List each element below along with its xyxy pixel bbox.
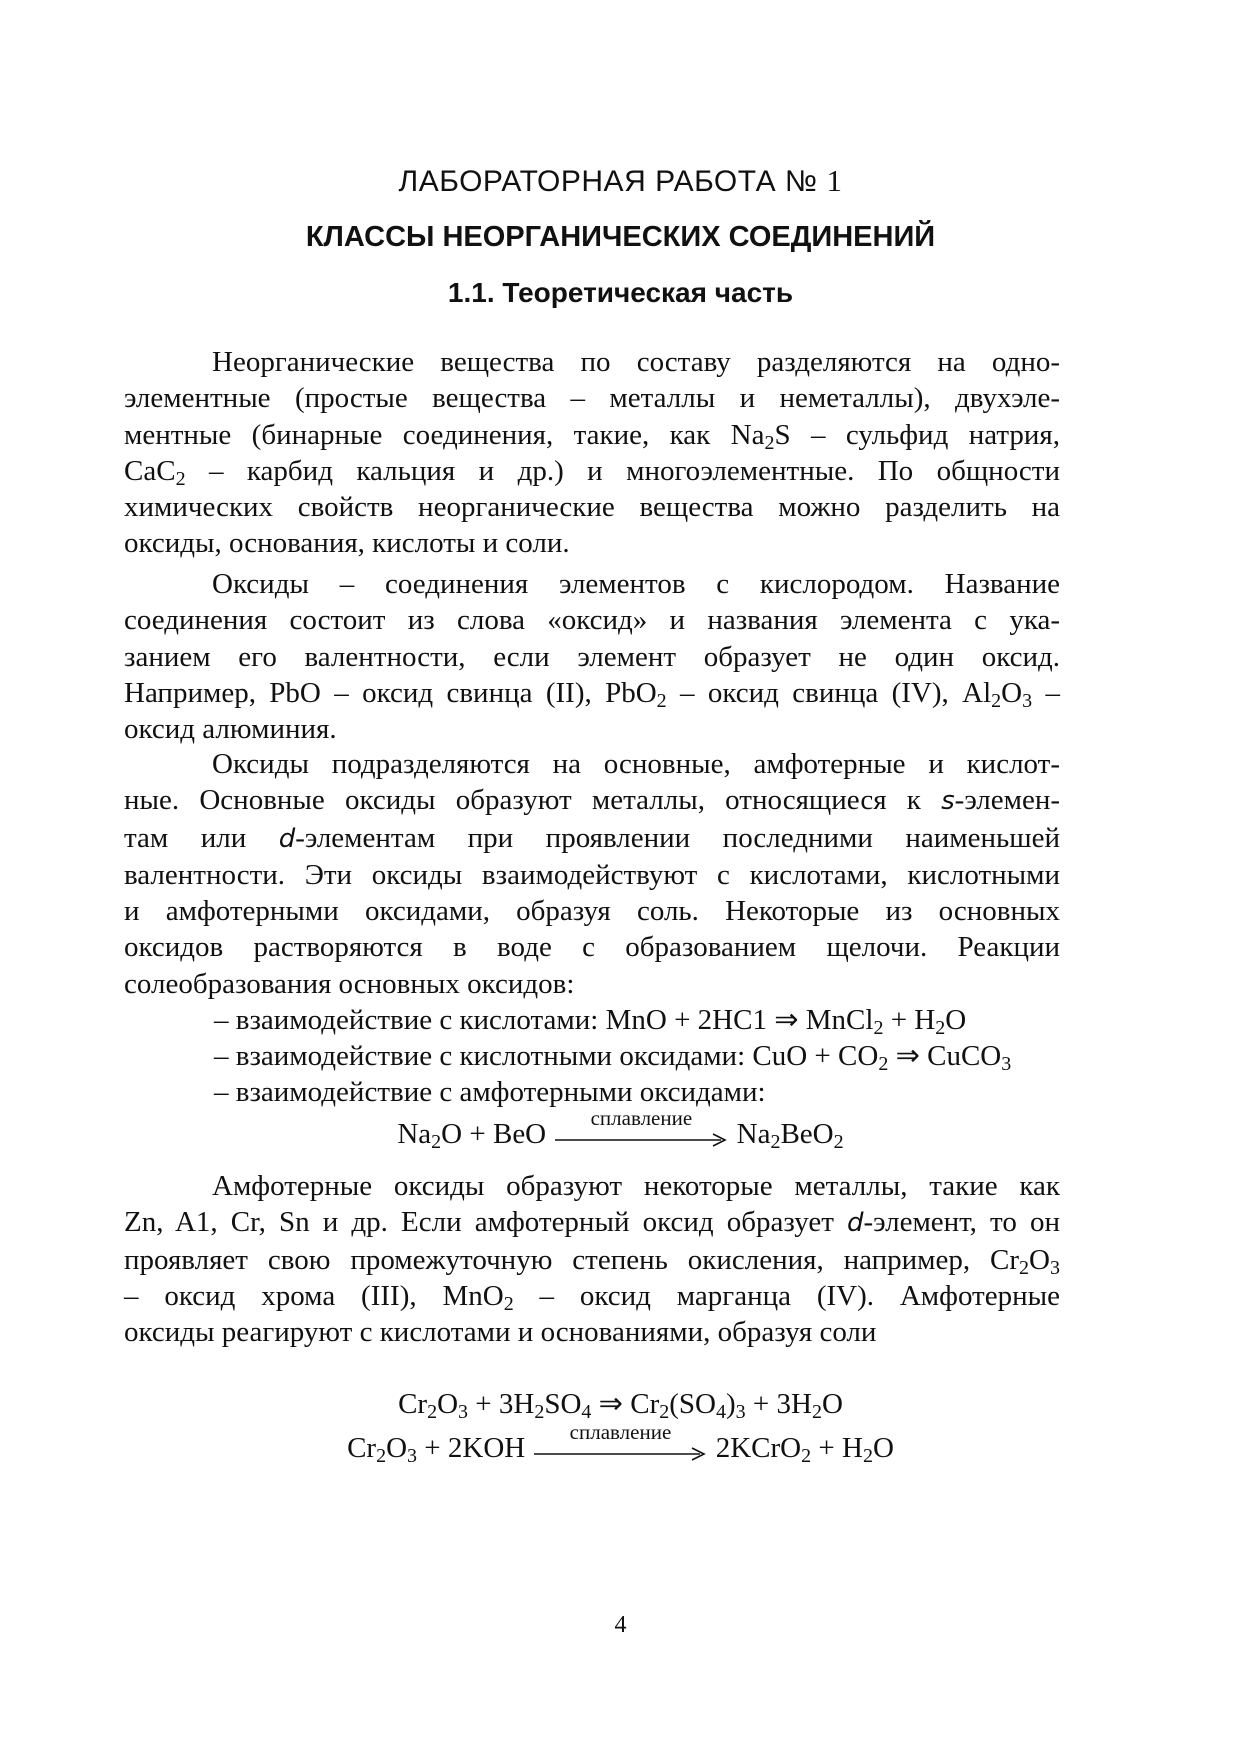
reaction-acids: – взаимодействие с кислотами: MnO + 2HC1 ⇒ MnCl$_2$ + $H_2O$ xyxy=(214,1004,967,1039)
paragraph-3: Оксиды подразделяются на основные, амфотерные и кислот- ные. Основные оксиды образуют металлы, относящиеся к s-элемен- там или d-элементам при проявлении последними наименьшей валентности. Эти оксиды взаимодействуют с кислотами, кислотными и амфотерными оксидами, образуя соль. Некоторые из основных оксидов растворяются в воде с образованием щелочи. Реакции солеобразования основных оксидов: xyxy=(124,748,1060,1000)
right-arrow-icon xyxy=(553,1133,729,1147)
lab-number: 1 xyxy=(826,163,843,198)
fusion-arrow xyxy=(532,1420,708,1465)
arrow-label: сплавление xyxy=(590,1106,693,1131)
paragraph-1: Неорганические вещества по составу разделяются на одно- элементные (простые вещества – металлы и неметаллы), двухэле- ментные (бинарные соединения, такие, как $Na_2S$ – сульфид натрия, CaC$_2$ – карбид кальция и др.) и многоэлементные. По общности химических свойств неорганические вещества можно разделить на оксиды, основания, кислоты и соли. xyxy=(124,346,1060,560)
section-heading: 1.1. Теоретическая часть xyxy=(447,277,794,308)
page-number: 4 xyxy=(614,1612,627,1638)
arrow-label: сплавление xyxy=(569,1420,672,1445)
page-title: КЛАССЫ НЕОРГАНИЧЕСКИХ СОЕДИНЕНИЙ xyxy=(305,221,936,253)
reaction-acid-oxides: – взаимодействие с кислотными оксидами: CuO + $CO_2$ ⇒ CuCO$_3$ xyxy=(214,1040,1012,1075)
equation-cr2o3-h2so4: $Cr_2O_3 + 3H_2SO_4$ ⇒ $Cr_2(SO_4)_3 + 3H_2O$ xyxy=(398,1388,843,1423)
reaction-amphoteric-label: – взаимодействие с амфотерными оксидами: xyxy=(214,1076,766,1108)
paragraph-2: Оксиды – соединения элементов с кислородом. Название соединения состоит из слова «оксид» и названия элемента с ука- занием его валентности, если элемент образует не один оксид. Например, PbO – оксид свинца (II), PbO$_2$ – оксид свинца (IV), $Al_2O_3$ – оксид алюминия. xyxy=(124,568,1060,746)
right-arrow-icon xyxy=(532,1447,708,1461)
reaction-list xyxy=(214,1002,1011,1110)
paragraph-4: Амфотерные оксиды образуют некоторые металлы, такие как Zn, A1, Cr, Sn и др. Если амфотерный оксид образует d-элемент, то он проявляет свою промежуточную степень окисления, например, $Cr_2O_3$ – оксид хрома (III), MnO$_2$ – оксид марганца (IV). Амфотерные оксиды реагируют с кислотами и основаниями, образуя соли xyxy=(124,1170,1060,1349)
equation-na2o-beo: $Na_2O$ + BeO сплавление $Na_2BeO_2$ xyxy=(397,1106,844,1153)
fusion-arrow xyxy=(553,1106,729,1151)
equation-cr2o3-koh: $Cr_2O_3 + 2KOH$ сплавление 2KCrO$_2$ + $H_2O$ xyxy=(347,1420,894,1467)
lab-heading: ЛАБОРАТОРНАЯ РАБОТА № 1 xyxy=(398,163,843,198)
